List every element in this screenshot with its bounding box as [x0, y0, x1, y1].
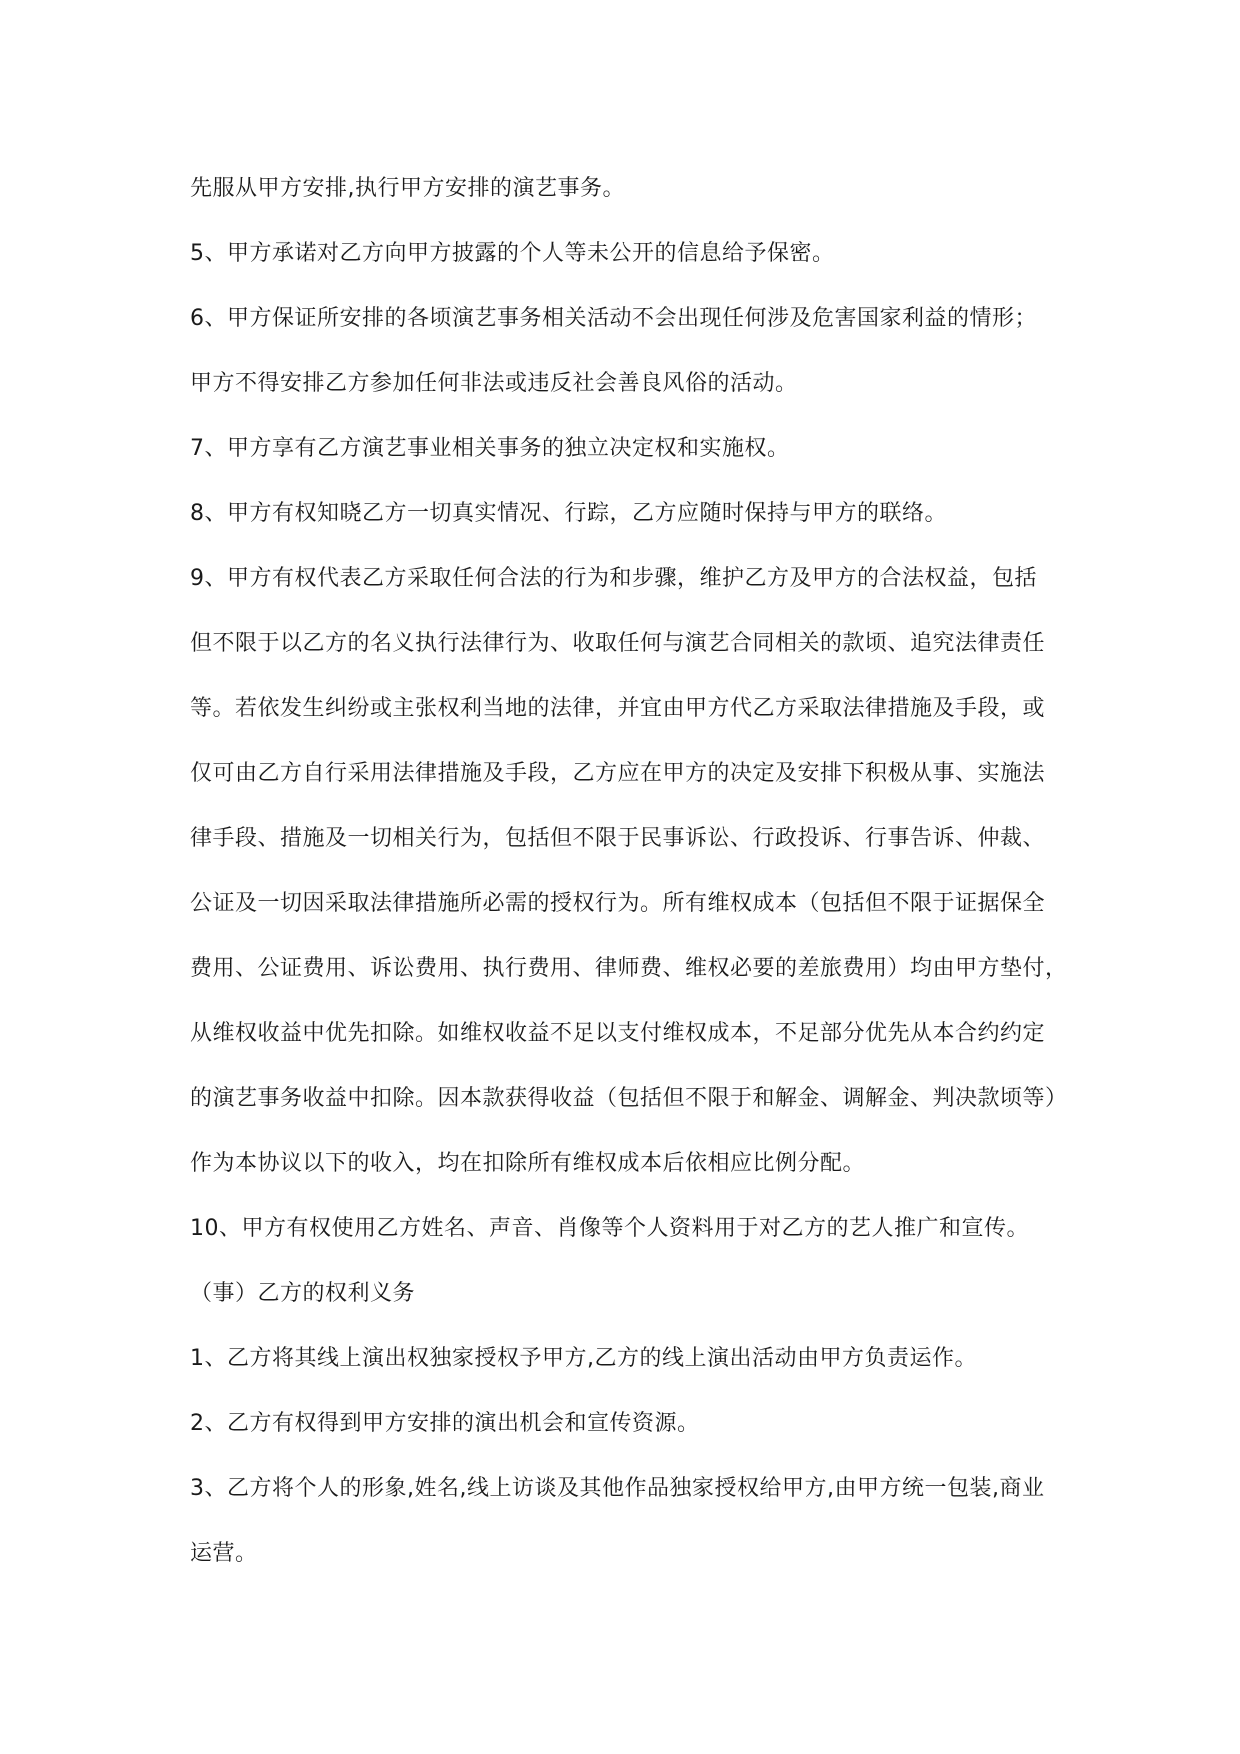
clause-1: 1、乙方将其线上演出权独家授权予甲方,乙方的线上演出活动由甲方负责运作。 — [190, 1346, 977, 1371]
clause-6: 6、甲方保证所安排的各顷演艺事务相关活动不会出现任何涉及危害国家利益的情形； — [190, 306, 1037, 331]
clause-2: 2、乙方有权得到甲方安排的演出机会和宣传资源。 — [190, 1411, 700, 1436]
text-line: 从维权收益中优先扣除。如维权收益不足以支付维权成本，不足部分优先从本合约约定 — [190, 1021, 1046, 1046]
text-line: 公证及一切因采取法律措施所必需的授权行为。所有维权成本（包括但不限于证据保全 — [190, 891, 1046, 916]
clause-9: 9、甲方有权代表乙方采取任何合法的行为和步骤，维护乙方及甲方的合法权益，包括 — [190, 566, 1037, 591]
clause-3: 3、乙方将个人的形象,姓名,线上访谈及其他作品独家授权给甲方,由甲方统一包装,商业 — [190, 1476, 1045, 1501]
text-line: 费用、公证费用、诉讼费用、执行费用、律师费、维权必要的差旅费用）均由甲方垫付， — [190, 956, 1068, 981]
document-body — [190, 156, 1068, 1586]
clause-8: 8、甲方有权知晓乙方一切真实情况、行踪，乙方应随时保持与甲方的联络。 — [190, 501, 947, 526]
text-line: 的演艺事务收益中扣除。因本款获得收益（包括但不限于和解金、调解金、判决款顷等） — [190, 1086, 1068, 1111]
text-line: 但不限于以乙方的名义执行法律行为、收取任何与演艺合同相关的款顷、追究法律责任 — [190, 631, 1046, 656]
text-line: 律手段、措施及一切相关行为，包括但不限于民事诉讼、行政投诉、行事告诉、仲裁、 — [190, 826, 1046, 851]
text-line: 仅可由乙方自行采用法律措施及手段，乙方应在甲方的决定及安排下积极从事、实施法 — [190, 761, 1046, 786]
text-line: 等。若依发生纠纷或主张权利当地的法律，并宜由甲方代乙方采取法律措施及手段，或 — [190, 696, 1046, 721]
text-line: 甲方不得安排乙方参加任何非法或违反社会善良风俗的活动。 — [190, 371, 798, 396]
clause-5: 5、甲方承诺对乙方向甲方披露的个人等未公开的信息给予保密。 — [190, 241, 835, 266]
section-heading: （事）乙方的权利义务 — [190, 1281, 416, 1306]
clause-10: 10、甲方有权使用乙方姓名、声音、肖像等个人资料用于对乙方的艺人推广和宣传。 — [190, 1216, 1029, 1241]
text-line: 作为本协议以下的收入，均在扣除所有维权成本后依相应比例分配。 — [190, 1151, 866, 1176]
clause-7: 7、甲方享有乙方演艺事业相关事务的独立决定权和实施权。 — [190, 436, 790, 461]
text-line: 先服从甲方安排,执行甲方安排的演艺事务。 — [190, 176, 625, 201]
text-line: 运营。 — [190, 1541, 258, 1566]
